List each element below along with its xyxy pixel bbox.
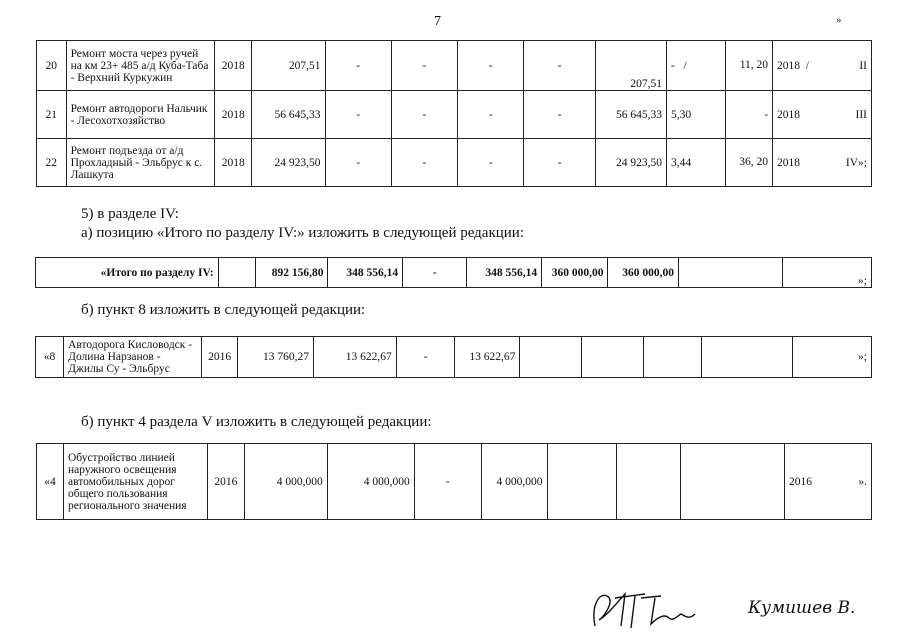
period-slash: / (805, 59, 809, 72)
cell (520, 337, 582, 378)
period-quarter: IV»; (845, 156, 867, 169)
cell: - (458, 139, 524, 187)
paragraph-b2: б) пункт 4 раздела V изложить в следующей редакции: (81, 414, 432, 430)
cell: 4 000,000 (481, 444, 547, 520)
cell: 24 923,50 (595, 139, 666, 187)
row-number: «4 (37, 444, 64, 520)
cell (681, 444, 785, 520)
signature-scribble (585, 586, 715, 632)
cell (582, 337, 644, 378)
row-year: 2018 (215, 41, 252, 91)
table-row (36, 337, 872, 378)
paragraph-b1: б) пункт 8 изложить в следующей редакции: (81, 302, 366, 318)
cell (667, 41, 726, 91)
cell: - (458, 41, 524, 91)
period (785, 444, 872, 520)
row-number: 22 (37, 139, 67, 187)
cell: - (524, 139, 595, 187)
row8-table (35, 336, 872, 378)
cell: 348 556,14 (467, 258, 542, 288)
total-label: «Итого по разделу IV: (36, 258, 219, 288)
period-year: 2016 (789, 475, 813, 488)
table-row (37, 41, 872, 91)
cell: - (524, 41, 595, 91)
cell: - (391, 91, 457, 139)
row-number: «8 (36, 337, 64, 378)
corner-mark: » (836, 14, 842, 26)
cell: - (396, 337, 455, 378)
cell: 207,51 (595, 41, 666, 91)
cell: 56 645,33 (595, 91, 666, 139)
row-name: Ремонт подъезда от а/д Прохладный - Эльбрус к с. Лашкута (66, 139, 215, 187)
row-number: 21 (37, 91, 67, 139)
period-quarter: III (855, 108, 867, 121)
period-quarter: II (859, 59, 867, 72)
cell (644, 337, 702, 378)
row4-table (36, 443, 872, 520)
row-total: 4 000,000 (244, 444, 327, 520)
row-total: 207,51 (252, 41, 325, 91)
cell: 13 622,67 (455, 337, 520, 378)
cell: 11, 20 (726, 41, 773, 91)
cell (679, 258, 783, 288)
cell: 348 556,14 (328, 258, 403, 288)
cell: 3,44 (667, 139, 726, 187)
cell: 5,30 (667, 91, 726, 139)
cell: - (524, 91, 595, 139)
row-year: 2016 (207, 444, 244, 520)
cell: - (325, 91, 391, 139)
cell: - (403, 258, 467, 288)
row-name: Обустройство линией наружного освещения автомобильных дорог общего пользования регионального значения (63, 444, 207, 520)
period-year: 2018 (777, 59, 801, 72)
row-name: Ремонт моста через ручей на км 23+ 485 а/д Куба-Таба - Верхний Куркужин (66, 41, 215, 91)
signature-name: Кумишев В. (748, 598, 856, 618)
cell: - (726, 91, 773, 139)
row-end: »; (792, 337, 871, 378)
cell: 360 000,00 (542, 258, 608, 288)
cell: - (391, 41, 457, 91)
row-total: 13 760,27 (238, 337, 314, 378)
cell: 4 000,000 (327, 444, 414, 520)
top-table (36, 40, 872, 187)
cell: 36, 20 (726, 139, 773, 187)
paragraph-section: 5) в разделе IV: (81, 206, 179, 222)
cell-text: / (683, 59, 687, 72)
cell (218, 258, 255, 288)
cell: - (325, 139, 391, 187)
cell (617, 444, 681, 520)
page-number: 7 (434, 14, 441, 29)
period (773, 139, 872, 187)
cell: - (458, 91, 524, 139)
total-table (35, 257, 872, 288)
row-name: Ремонт автодороги Нальчик - Лесохотхозяйство (66, 91, 215, 139)
row-number: 20 (37, 41, 67, 91)
cell: - (391, 139, 457, 187)
cell: 892 156,80 (255, 258, 328, 288)
row-end: ». (858, 475, 867, 488)
period-year: 2018 (777, 108, 801, 121)
table-row (37, 139, 872, 187)
paragraph-a: а) позицию «Итого по разделу IV:» изложить в следующей редакции: (81, 225, 525, 241)
period (773, 41, 872, 91)
period (773, 91, 872, 139)
cell: - (325, 41, 391, 91)
row-year: 2016 (201, 337, 237, 378)
cell (547, 444, 617, 520)
cell (702, 337, 793, 378)
cell: 360 000,00 (608, 258, 679, 288)
table-row (37, 91, 872, 139)
cell-text: - (671, 59, 675, 72)
period-year: 2018 (777, 156, 801, 169)
row-name: Автодорога Кисловодск - Долина Нарзанов - Джилы Су - Эльбрус (64, 337, 202, 378)
cell: - (414, 444, 481, 520)
row-total: 56 645,33 (252, 91, 325, 139)
table-row (37, 444, 872, 520)
row-end: »; (782, 258, 871, 288)
row-year: 2018 (215, 91, 252, 139)
row-total: 24 923,50 (252, 139, 325, 187)
row-year: 2018 (215, 139, 252, 187)
table-row (36, 258, 872, 288)
cell: 13 622,67 (313, 337, 396, 378)
